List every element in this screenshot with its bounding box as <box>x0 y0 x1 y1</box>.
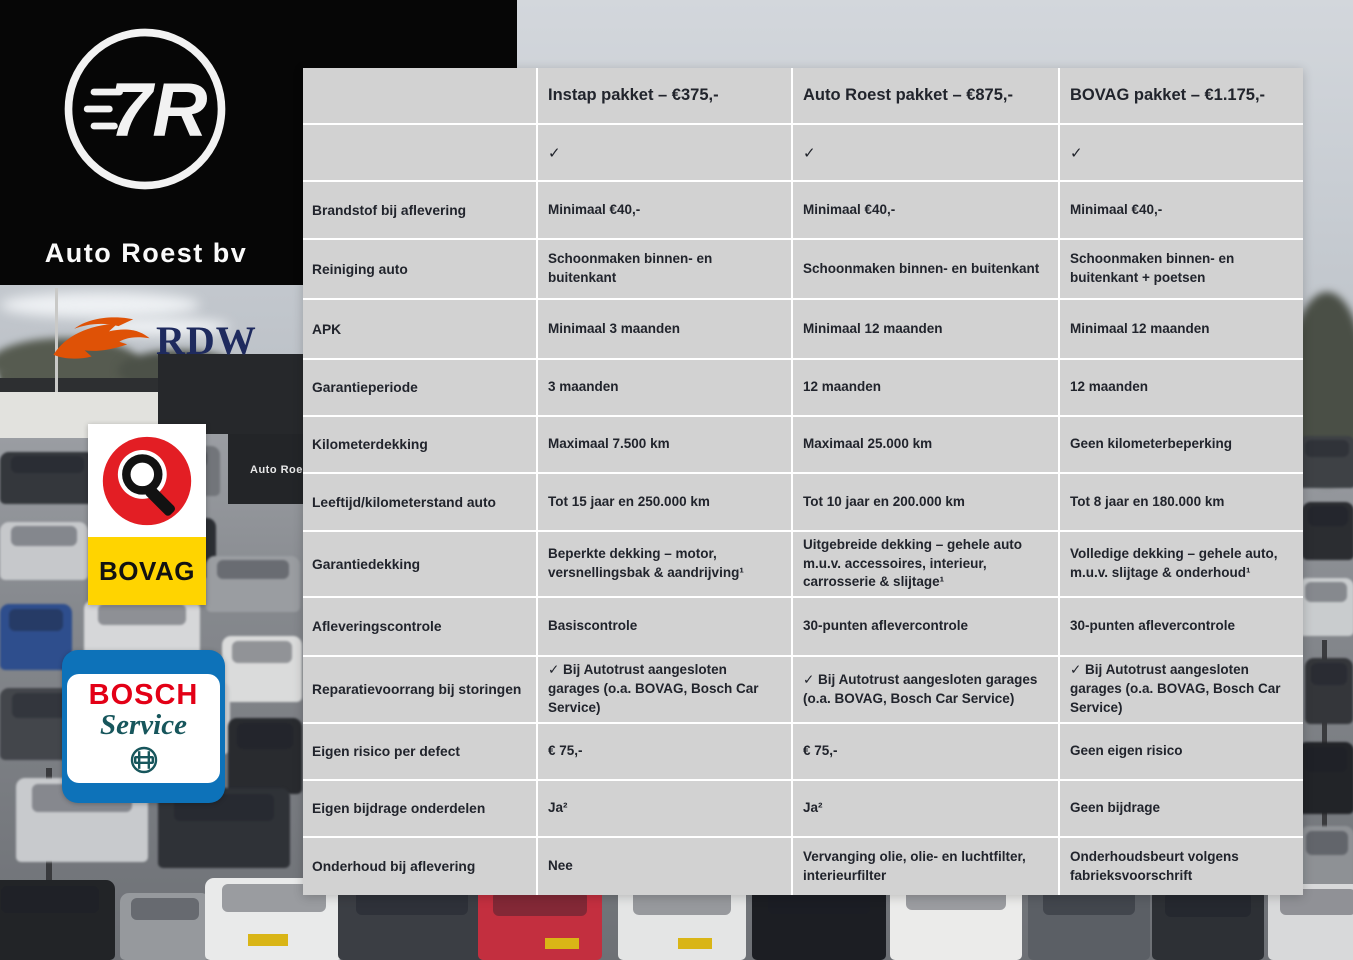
cell-value: Maximaal 25.000 km <box>793 417 1058 472</box>
cell-value: 30-punten aflevercontrole <box>793 598 1058 655</box>
car-shape <box>1298 578 1353 636</box>
cell-value: Minimaal 3 maanden <box>538 300 791 358</box>
row-label: Onderhoud bij aflevering <box>303 838 536 895</box>
bovag-emblem <box>88 424 206 537</box>
row-label: Reiniging auto <box>303 240 536 298</box>
cell-value: Geen eigen risico <box>1060 724 1303 779</box>
cell-value: ✓ Bij Autotrust aangesloten garages (o.a. BOVAG, Bosch Car Service) <box>793 657 1058 722</box>
car-shape <box>206 556 300 612</box>
car-shape <box>1298 436 1353 488</box>
bosch-service-panel <box>67 674 220 783</box>
car-shape <box>120 893 210 960</box>
column-header-instap-pakket: Instap pakket – €375,- <box>538 68 791 123</box>
cell-value: € 75,- <box>793 724 1058 779</box>
cell-value: Minimaal 12 maanden <box>793 300 1058 358</box>
car-shape <box>1268 884 1353 960</box>
column-header-bovag-pakket: BOVAG pakket – €1.175,- <box>1060 68 1303 123</box>
photo-shape <box>0 378 168 392</box>
brand-name: Auto Roest bv <box>44 238 248 268</box>
bovag-logo <box>88 424 206 605</box>
included-checkmark-icon: ✓ <box>538 125 791 180</box>
cell-value: Ja² <box>538 781 791 836</box>
photo-shape <box>678 938 712 949</box>
cell-value: Nee <box>538 838 791 895</box>
cell-value: 3 maanden <box>538 360 791 415</box>
bosch-service-wordmark: Service <box>100 709 187 742</box>
car-shape <box>0 452 95 504</box>
building-sign: Auto Roe <box>250 464 303 476</box>
bovag-magnifier-icon <box>100 434 194 528</box>
cell-value: Geen kilometerbeperking <box>1060 417 1303 472</box>
brand-monogram: 7R <box>109 68 208 154</box>
cell-value: 12 maanden <box>793 360 1058 415</box>
photo-shape <box>545 938 579 949</box>
cell-value: 12 maanden <box>1060 360 1303 415</box>
cell-value: Schoonmaken binnen- en buitenkant <box>538 240 791 298</box>
cell-value: Schoonmaken binnen- en buitenkant + poetsen <box>1060 240 1303 298</box>
car-shape <box>0 604 72 670</box>
cell-value: Minimaal 12 maanden <box>1060 300 1303 358</box>
cell-value: Vervanging olie, olie- en luchtfilter, interieurfilter <box>793 838 1058 895</box>
car-shape <box>1028 884 1150 960</box>
row-label: APK <box>303 300 536 358</box>
row-label: Kilometerdekking <box>303 417 536 472</box>
car-shape <box>1305 658 1353 724</box>
car-shape <box>1152 887 1264 960</box>
column-header-auto-roest-pakket: Auto Roest pakket – €875,- <box>793 68 1058 123</box>
package-comparison-table <box>303 68 1303 895</box>
cell-value: Basiscontrole <box>538 598 791 655</box>
row-label: Reparatievoorrang bij storingen <box>303 657 536 722</box>
cell-value: Minimaal €40,- <box>538 182 791 238</box>
cell-value: Schoonmaken binnen- en buitenkant <box>793 240 1058 298</box>
row-label-empty <box>303 125 536 180</box>
photo-shape <box>248 934 288 946</box>
row-label: Afleveringscontrole <box>303 598 536 655</box>
car-shape <box>222 636 302 702</box>
included-checkmark-icon: ✓ <box>793 125 1058 180</box>
cell-value: € 75,- <box>538 724 791 779</box>
car-shape <box>1302 502 1353 560</box>
included-checkmark-icon: ✓ <box>1060 125 1303 180</box>
cell-value: Tot 10 jaar en 200.000 km <box>793 474 1058 530</box>
car-shape <box>1298 742 1353 814</box>
cell-value: Uitgebreide dekking – gehele auto m.u.v. accessoires, interieur, carrosserie & slijtage¹ <box>793 532 1058 596</box>
row-label: Garantiedekking <box>303 532 536 596</box>
rdw-wordmark: RDW <box>156 317 257 363</box>
cell-value: Ja² <box>793 781 1058 836</box>
bosch-wordmark: BOSCH <box>88 679 199 712</box>
auto-roest-logo-icon <box>60 24 230 194</box>
car-shape <box>0 522 88 580</box>
cell-value: Maximaal 7.500 km <box>538 417 791 472</box>
car-shape <box>338 884 486 960</box>
cell-value: ✓ Bij Autotrust aangesloten garages (o.a. BOVAG, Bosch Car Service) <box>1060 657 1303 722</box>
car-shape <box>478 886 602 960</box>
cell-value: ✓ Bij Autotrust aangesloten garages (o.a. BOVAG, Bosch Car Service) <box>538 657 791 722</box>
rdw-logo <box>50 310 257 370</box>
cell-value: Tot 8 jaar en 180.000 km <box>1060 474 1303 530</box>
cell-value: Minimaal €40,- <box>1060 182 1303 238</box>
cell-value: Tot 15 jaar en 250.000 km <box>538 474 791 530</box>
row-label: Leeftijd/kilometerstand auto <box>303 474 536 530</box>
cell-value: Onderhoudsbeurt volgens fabrieksvoorschrift <box>1060 838 1303 895</box>
cell-value: Minimaal €40,- <box>793 182 1058 238</box>
bovag-wordmark: BOVAG <box>88 537 206 605</box>
car-shape <box>0 880 115 960</box>
row-label: Garantieperiode <box>303 360 536 415</box>
bosch-armature-icon <box>128 744 160 776</box>
cell-value: Beperkte dekking – motor, versnellingsbak & aandrijving¹ <box>538 532 791 596</box>
row-label: Eigen bijdrage onderdelen <box>303 781 536 836</box>
row-label: Brandstof bij aflevering <box>303 182 536 238</box>
row-label: Eigen risico per defect <box>303 724 536 779</box>
bosch-service-logo <box>62 650 225 803</box>
cell-value: 30-punten aflevercontrole <box>1060 598 1303 655</box>
car-shape <box>228 718 302 794</box>
cell-value: Volledige dekking – gehele auto, m.u.v. slijtage & onderhoud¹ <box>1060 532 1303 596</box>
cell-value: Geen bijdrage <box>1060 781 1303 836</box>
table-corner-cell <box>303 68 536 123</box>
rdw-bird-icon <box>50 310 154 370</box>
